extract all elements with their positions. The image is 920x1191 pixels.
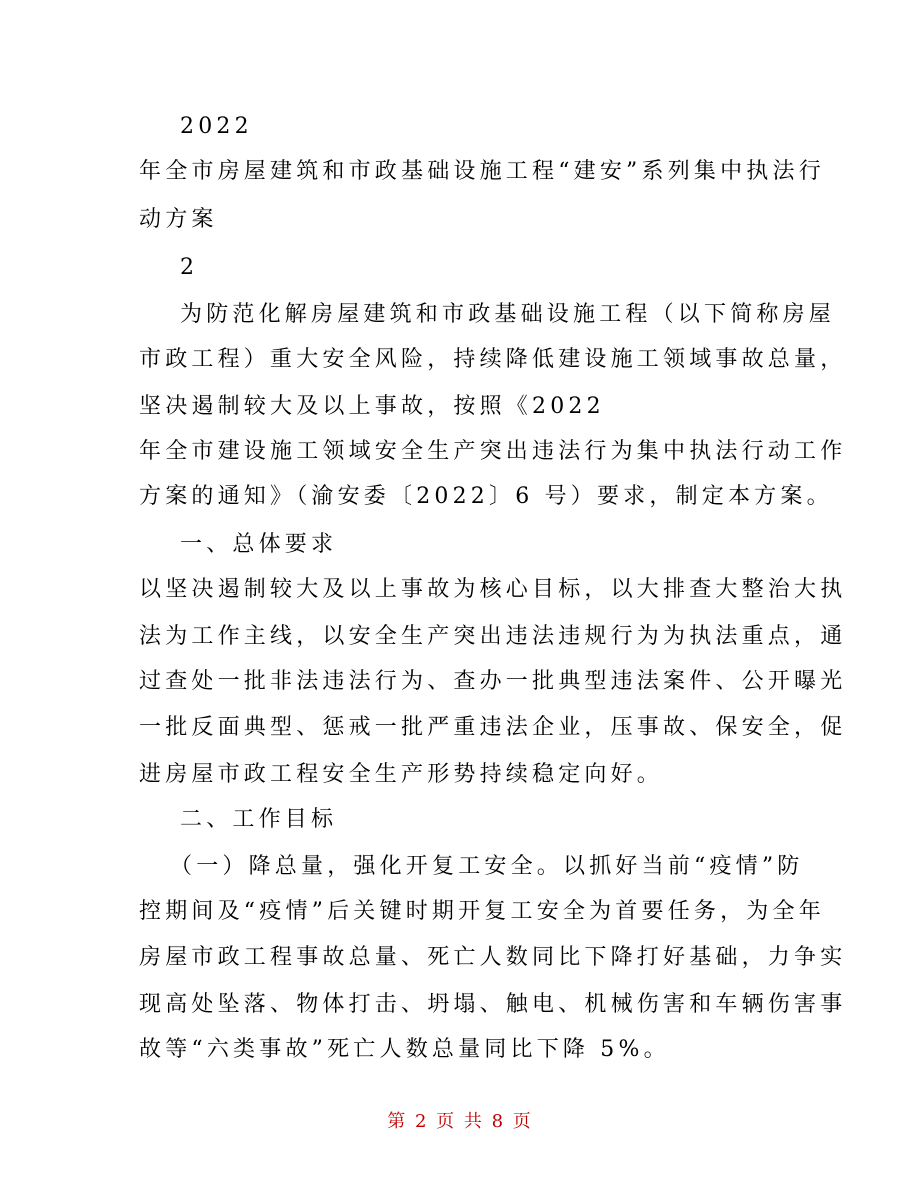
paragraph-line: 进房屋市政工程安全生产形势持续稳定向好。 — [139, 762, 664, 787]
paragraph-line: 坚决遏制较大及以上事故，按照《2022 — [139, 394, 605, 419]
paragraph-line: 现高处坠落、物体打击、坍塌、触电、机械伤害和车辆伤害事 — [139, 992, 847, 1017]
paragraph-line: 控期间及“疫情”后关键时期开复工安全为首要任务，为全年 — [139, 899, 825, 924]
paragraph-line: 方案的通知》（渝安委〔2022〕6 号）要求，制定本方案。 — [139, 484, 833, 509]
paragraph-line: 房屋市政工程事故总量、死亡人数同比下降打好基础，力争实 — [139, 945, 847, 970]
section-number: 2 — [180, 255, 199, 280]
paragraph-line: 以坚决遏制较大及以上事故为核心目标，以大排查大整治大执 — [139, 577, 847, 602]
paragraph-line: 过查处一批非法违法行为、查办一批典型违法案件、公开曝光 — [139, 669, 847, 694]
title-line-1: 年全市房屋建筑和市政基础设施工程“建安”系列集中执法行 — [139, 159, 825, 184]
section-heading-overall-requirements: 一、总体要求 — [180, 532, 338, 557]
page-footer: 第 2 页 共 8 页 — [387, 1111, 533, 1132]
paragraph-line: 年全市建设施工领域安全生产突出违法行为集中执法行动工作 — [139, 439, 847, 464]
section-heading-work-goals: 二、工作目标 — [180, 807, 338, 832]
paragraph-line: 一批反面典型、惩戒一批严重违法企业，压事故、保安全，促 — [139, 715, 847, 740]
paragraph-line: （一）降总量，强化开复工安全。以抓好当前“疫情”防 — [170, 854, 804, 879]
paragraph-line: 法为工作主线，以安全生产突出违法违规行为为执法重点，通 — [139, 624, 847, 649]
title-line-2: 动方案 — [139, 207, 218, 232]
paragraph-line: 为防范化解房屋建筑和市政基础设施工程（以下简称房屋 — [180, 302, 836, 327]
paragraph-line: 市政工程）重大安全风险，持续降低建设施工领域事故总量， — [139, 347, 847, 372]
paragraph-line: 故等“六类事故”死亡人数总量同比下降 5%。 — [139, 1037, 670, 1062]
year-heading: 2022 — [180, 114, 253, 139]
